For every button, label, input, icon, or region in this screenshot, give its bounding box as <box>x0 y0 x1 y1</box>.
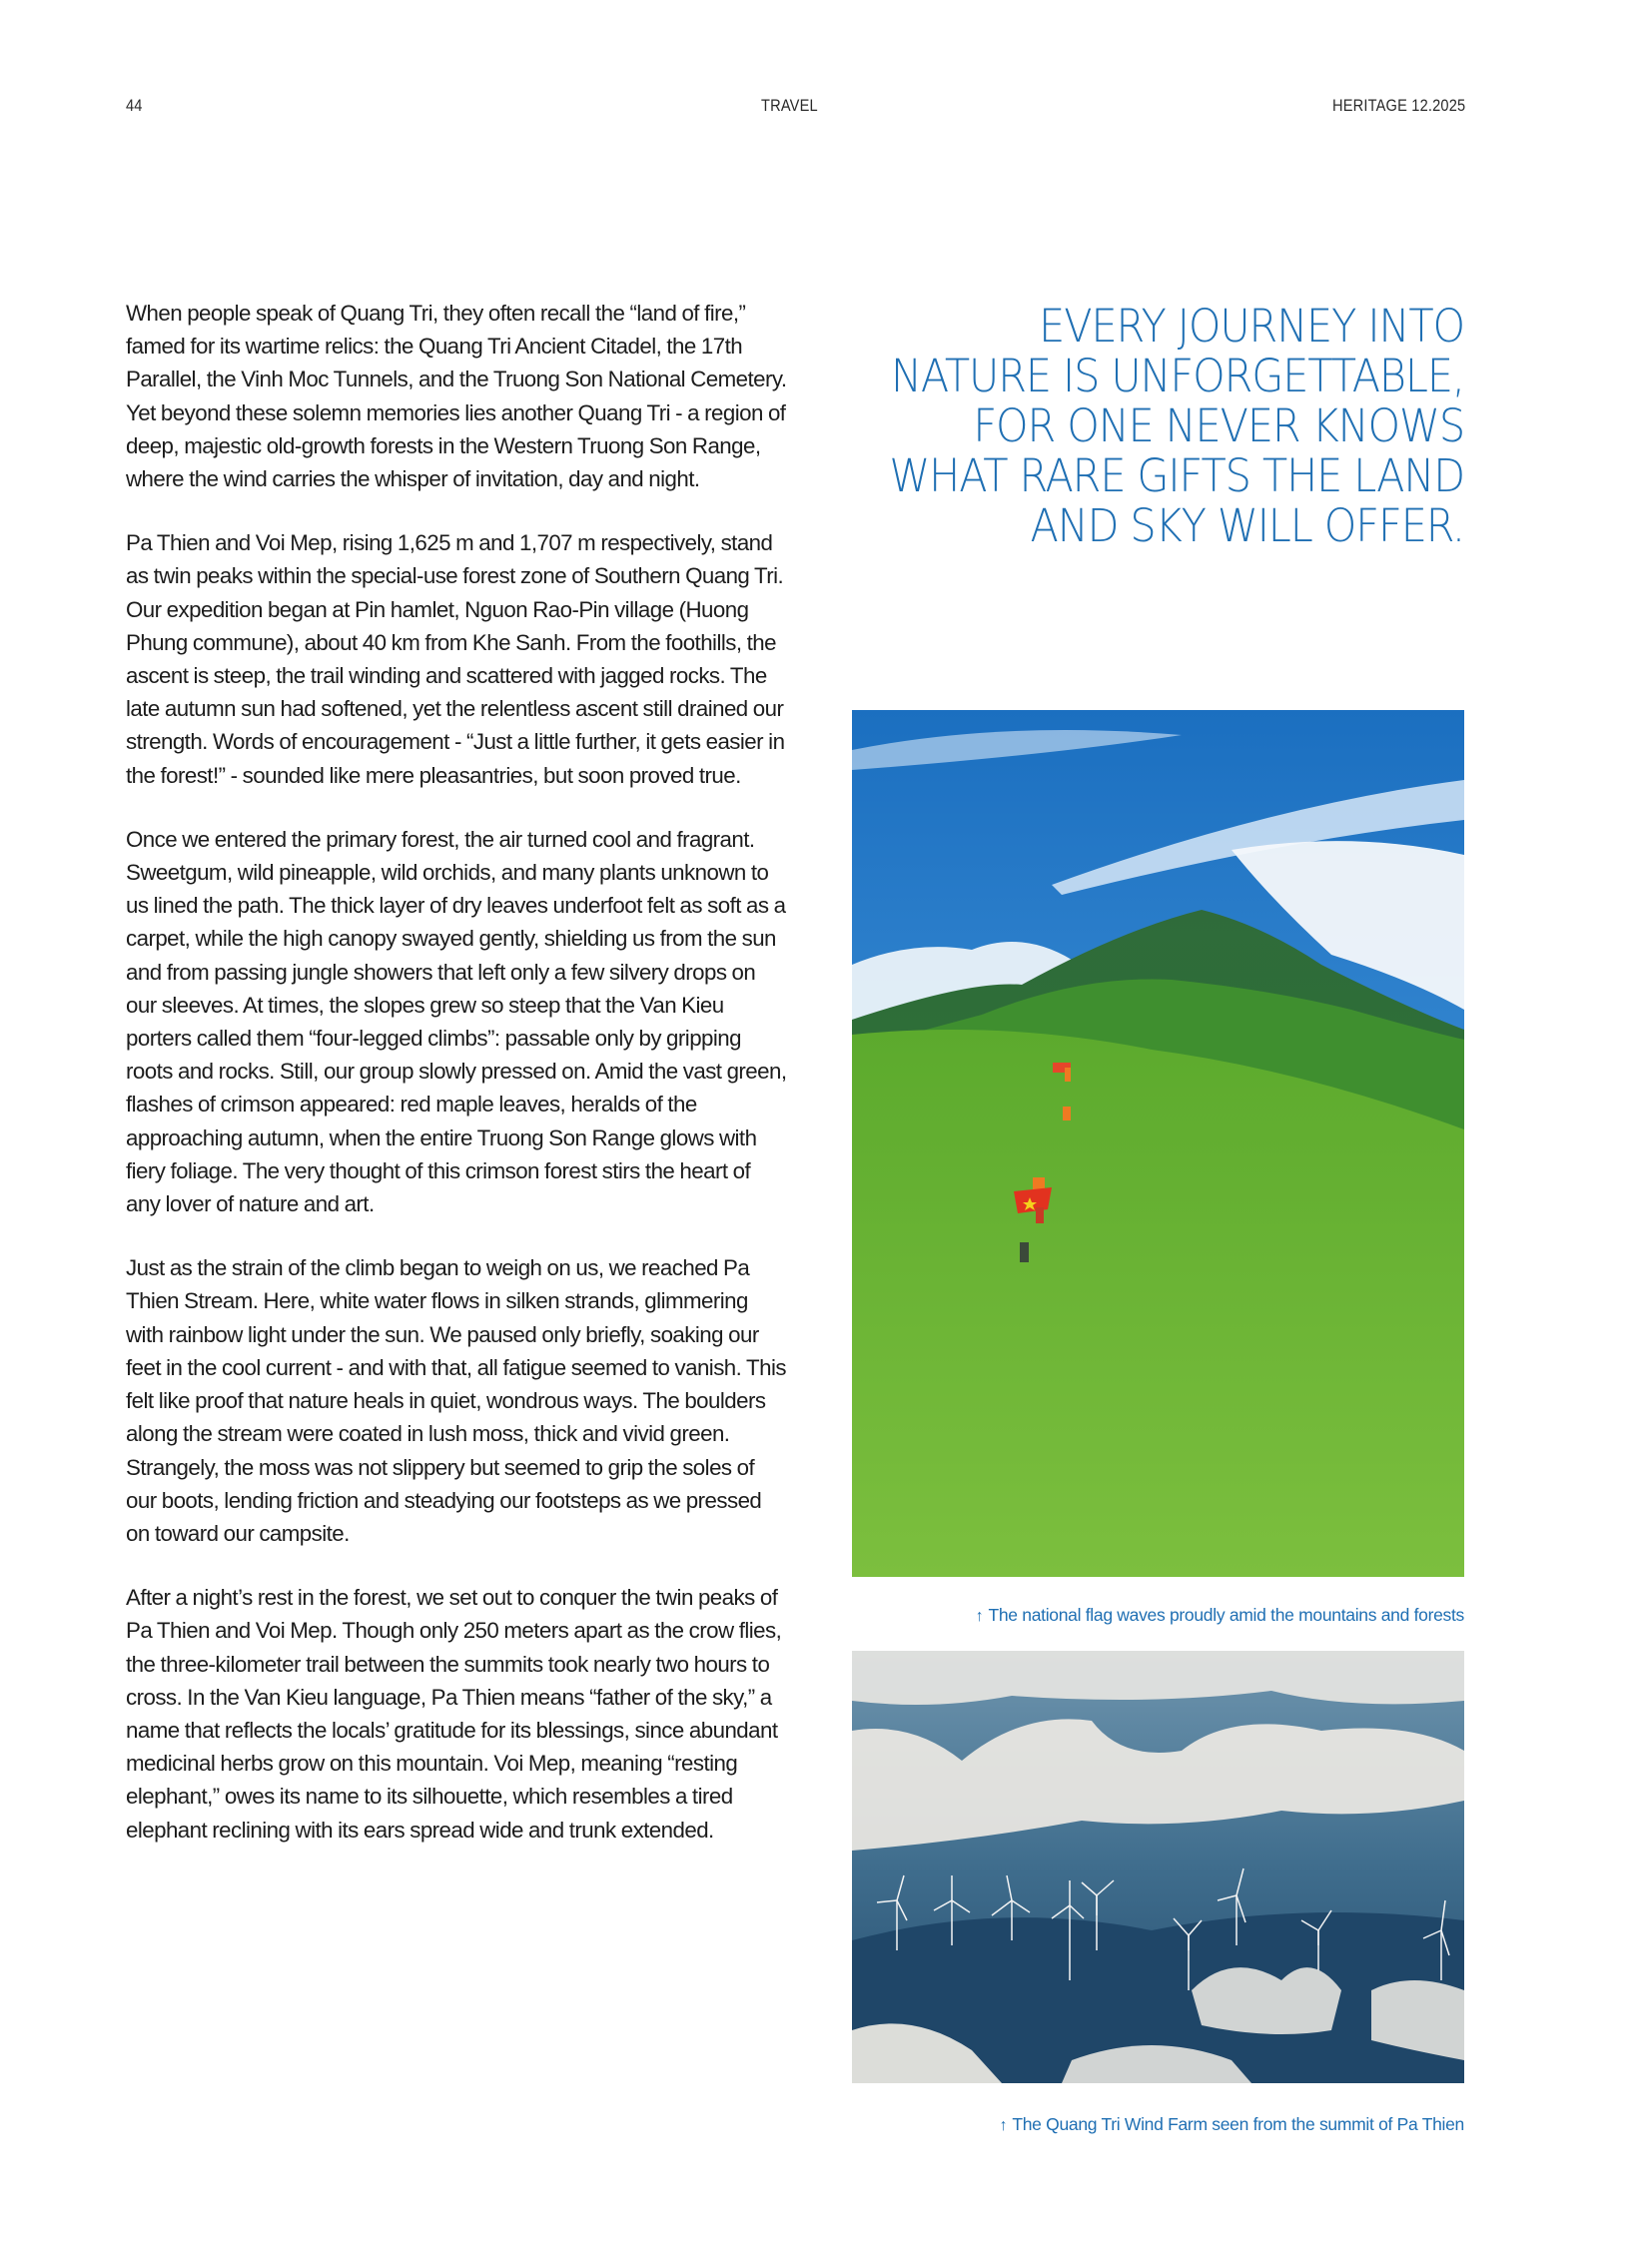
pull-quote-line: WHAT RARE GIFTS THE LAND <box>889 449 1464 502</box>
mountain-photo-illustration <box>852 710 1464 1577</box>
arrow-up-icon: ↑ <box>975 1608 984 1625</box>
caption-text: The national flag waves proudly amid the mountains and forests <box>988 1605 1464 1625</box>
pull-quote-line: AND SKY WILL OFFER. <box>1030 499 1464 552</box>
article-paragraph: Once we entered the primary forest, the air turned cool and fragrant. Sweetgum, wild pineapple, wild orchids, and many plants unknown to us lined the path. The thick layer of dry leaves underfoot felt as soft as a carpet, while the high canopy swayed gently, shielding us from the sun and from passing jungle showers that left only a few silvery drops on our sleeves. At times, the slopes grew so steep that the Van Kieu porters called them “four-legged climbs”: passable only by gripping roots and rocks. Still, our group slowly pressed on. Amid the vast green, flashes of crimson appeared: red maple leaves, heralds of the approaching autumn, when the entire Truong Son Range glows with fiery foliage. The very thought of this crimson forest stirs the heart of any lover of nature and art. <box>126 826 787 1217</box>
section-label: TRAVEL <box>761 96 818 115</box>
mountain-hikers-photo <box>852 710 1464 1577</box>
article-body <box>126 297 787 1877</box>
cloud <box>1192 1967 1341 2034</box>
caption-text: The Quang Tri Wind Farm seen from the summit of Pa Thien <box>1012 2114 1464 2134</box>
article-paragraph: After a night’s rest in the forest, we set out to conquer the twin peaks of Pa Thien and Voi Mep. Though only 250 meters apart as the crow flies, the three-kilometer trail between the summits took nearly two hours to cross. In the Van Kieu language, Pa Thien means “father of the sky,” a name that reflects the locals’ gratitude for its blessings, since abundant medicinal herbs grow on this mountain. Voi Mep, meaning “resting elephant,” owes its name to its silhouette, which resembles a tired elephant reclining with its ears spread wide and trunk extended. <box>126 1585 782 1843</box>
photo-caption <box>1000 2114 1464 2135</box>
page-number: 44 <box>126 96 143 115</box>
cloud <box>852 1651 1464 1705</box>
pull-quote-line: FOR ONE NEVER KNOWS <box>973 399 1464 452</box>
article-paragraph: Pa Thien and Voi Mep, rising 1,625 m and 1,707 m respectively, stand as twin peaks within the special-use forest zone of Southern Quang Tri. Our expedition began at Pin hamlet, Nguon Rao-Pin village (Huong Phung commune), about 40 km from Khe Sanh. From the foothills, the ascent is steep, the trail winding and scattered with jagged rocks. The late autumn sun had softened, yet the relentless ascent still drained our strength. Words of encouragement - “Just a little further, it gets easier in the forest!” - sounded like mere pleasantries, but soon proved true. <box>126 530 785 788</box>
photo-caption <box>976 1605 1464 1626</box>
grassy-slope <box>852 1030 1464 1577</box>
pull-quote <box>876 302 1464 551</box>
wind-farm-photo <box>852 1651 1464 2083</box>
article-paragraph: Just as the strain of the climb began to weigh on us, we reached Pa Thien Stream. Here, white water flows in silken strands, glimmering with rainbow light under the sun. We paused only briefly, soaking our feet in the cool current - and with that, all fatigue seemed to vanish. This felt like proof that nature heals in quiet, wondrous ways. The boulders along the stream were coated in lush moss, thick and vivid green. Strangely, the moss was not slippery but seemed to grip the soles of our boots, lending friction and steadying our footsteps as we pressed on toward our campsite. <box>126 1255 786 1546</box>
issue-label: HERITAGE 12.2025 <box>1332 96 1466 115</box>
arrow-up-icon: ↑ <box>999 2117 1008 2134</box>
wind-farm-photo-illustration <box>852 1651 1464 2083</box>
pull-quote-line: NATURE IS UNFORGETTABLE, <box>890 350 1464 402</box>
article-paragraph: When people speak of Quang Tri, they often recall the “land of fire,” famed for its wartime relics: the Quang Tri Ancient Citadel, the 17th Parallel, the Vinh Moc Tunnels, and the Truong Son National Cemetery. Yet beyond these solemn memories lies another Quang Tri - a region of deep, majestic old-growth forests in the Western Truong Son Range, where the wind carries the whisper of invitation, day and night. <box>126 301 787 492</box>
pull-quote-line: EVERY JOURNEY INTO <box>1039 300 1464 353</box>
